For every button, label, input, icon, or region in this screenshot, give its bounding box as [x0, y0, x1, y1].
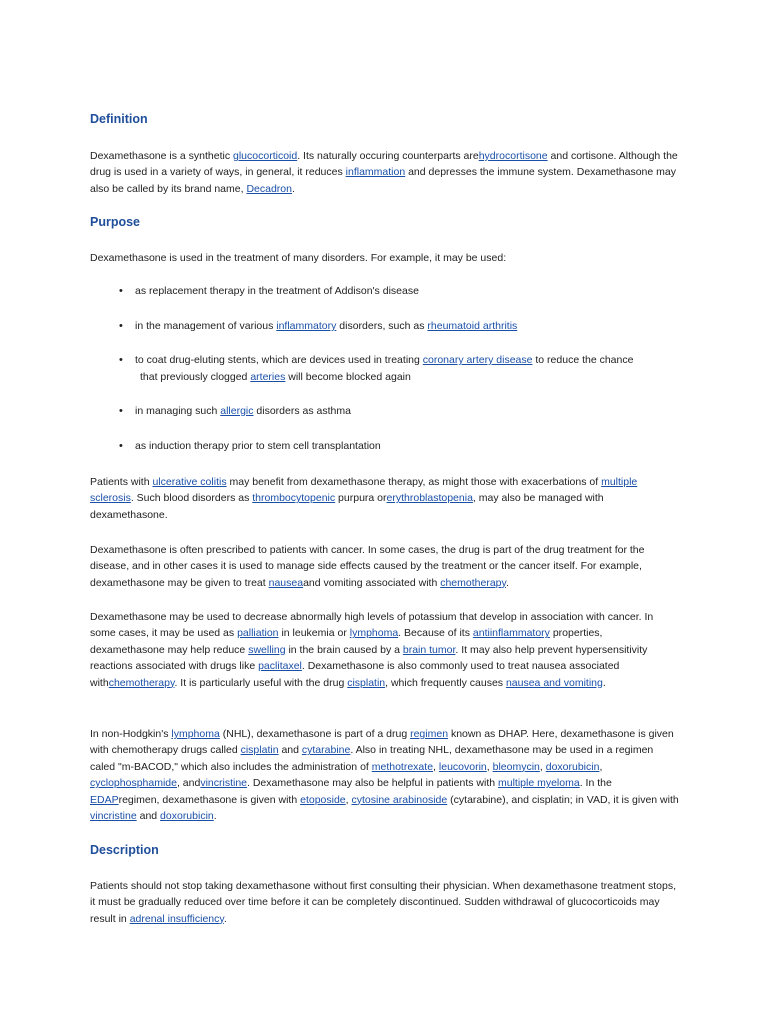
text-run: as induction therapy prior to stem cell transplantation — [135, 440, 381, 452]
link-multiple-myeloma[interactable]: multiple myeloma — [498, 777, 580, 790]
text-run: , — [599, 760, 603, 773]
link-cyclophosphamide[interactable]: cyclophosphamide — [90, 777, 177, 790]
text-run: properties, dexamethasone may help reduce — [90, 627, 603, 656]
link-leucovorin[interactable]: leucovorin — [438, 760, 487, 773]
link-adrenal-insufficiency[interactable]: adrenal insufficiency — [129, 912, 224, 925]
definition-paragraph — [90, 148, 680, 197]
text-run: . Dexamethasone may also be helpful in patients with — [247, 777, 498, 790]
link-chemotherapy[interactable]: chemotherapy — [440, 576, 506, 589]
text-run: as replacement therapy in the treatment of Addison's disease — [135, 285, 419, 297]
link-swelling[interactable]: swelling — [248, 643, 286, 656]
text-run: . — [213, 810, 217, 823]
link-palliation[interactable]: palliation — [237, 627, 279, 640]
list-item — [90, 438, 725, 455]
purpose-paragraph-3 — [90, 542, 680, 591]
purpose-paragraph-2 — [90, 474, 680, 523]
text-run: and — [278, 744, 302, 757]
link-antiinflammatory[interactable]: antiinflammatory — [472, 627, 550, 640]
text-run: , may also be managed with dexamethasone. — [90, 492, 604, 521]
text-run: Patients should not stop taking dexamethasone without first consulting their physician. When dexamethasone treatment stops, it must be gradually reduced over time before it can be completely discontinued. Sudden withdrawal of glucocorticoids may result in — [90, 880, 677, 925]
link-cisplatin[interactable]: cisplatin — [347, 676, 386, 689]
text-run: that previously clogged — [140, 371, 251, 383]
purpose-paragraph-4 — [90, 609, 680, 691]
link-bleomycin[interactable]: bleomycin — [492, 760, 540, 773]
link-edap[interactable]: EDAP — [90, 793, 119, 806]
link-thrombocytopenic[interactable]: thrombocytopenic — [252, 492, 336, 505]
text-run: , — [539, 760, 546, 773]
link-brain-tumor[interactable]: brain tumor — [402, 643, 456, 656]
text-run: , — [486, 760, 493, 773]
text-run: , which frequently causes — [385, 676, 506, 689]
link-glucocorticoid[interactable]: glucocorticoid — [233, 150, 298, 162]
link-lymphoma[interactable]: lymphoma — [349, 627, 399, 640]
list-item — [90, 403, 725, 420]
link-cytarabine[interactable]: cytarabine — [301, 744, 351, 757]
text-run: in managing such — [135, 405, 221, 417]
text-run: Dexamethasone may be used to decrease abnormally high levels of potassium that develop in association with cancer. In some cases, it may be used as — [90, 611, 654, 640]
link-vincristine[interactable]: vincristine — [200, 777, 248, 790]
link-arteries[interactable]: arteries — [250, 371, 286, 383]
text-run: to coat drug-eluting stents, which are devices used in treating — [135, 354, 423, 366]
text-run: will become blocked again — [285, 371, 411, 383]
link-multiple-sclerosis[interactable]: multiple sclerosis — [90, 476, 638, 505]
text-run: . — [505, 576, 509, 589]
text-run: (NHL), dexamethasone is part of a drug — [219, 728, 411, 740]
link-methotrexate[interactable]: methotrexate — [371, 760, 434, 773]
link-erythroblastopenia[interactable]: erythroblastopenia — [386, 492, 473, 505]
text-run: (cytarabine), and cisplatin; in VAD, it is given with — [447, 793, 679, 806]
heading-purpose: Purpose — [90, 215, 141, 229]
text-run: in leukemia or — [278, 627, 350, 640]
text-run: and vomiting associated with — [303, 576, 441, 589]
link-lymphoma[interactable]: lymphoma — [171, 728, 220, 740]
text-run: . — [602, 676, 606, 689]
text-run: purpura or — [335, 492, 387, 505]
text-run: . Its naturally occuring counterparts are — [297, 150, 479, 162]
link-nausea-and-vomiting[interactable]: nausea and vomiting — [505, 676, 603, 689]
link-ulcerative-colitis[interactable]: ulcerative colitis — [152, 476, 227, 488]
text-run: may benefit from dexamethasone therapy, as might those with exacerbations of — [226, 476, 602, 488]
text-run: . — [223, 912, 227, 925]
list-item — [90, 283, 725, 300]
link-doxorubicin[interactable]: doxorubicin — [545, 760, 600, 773]
text-run: and — [136, 810, 161, 823]
purpose-intro: Dexamethasone is used in the treatment of many disorders. For example, it may be used: — [90, 252, 507, 264]
link-vincristine[interactable]: vincristine — [90, 810, 137, 823]
link-inflammation[interactable]: inflammation — [345, 166, 406, 179]
link-cisplatin[interactable]: cisplatin — [240, 744, 279, 757]
text-run: Patients with — [90, 476, 153, 488]
text-run: , — [433, 760, 439, 773]
link-paclitaxel[interactable]: paclitaxel — [258, 660, 302, 673]
link-cytosine-arabinoside[interactable]: cytosine arabinoside — [351, 793, 448, 806]
link-chemotherapy[interactable]: chemotherapy — [108, 676, 175, 689]
text-run: . Because of its — [398, 627, 473, 640]
text-run: known as DHAP. Here, dexamethasone is given with chemotherapy drugs called — [90, 728, 674, 757]
list-item-continuation — [135, 369, 725, 386]
list-item — [90, 352, 725, 386]
link-hydrocortisone[interactable]: hydrocortisone — [478, 150, 548, 162]
text-run: . Such blood disorders as — [130, 492, 253, 505]
text-run: to reduce the chance — [532, 354, 634, 366]
text-run: , and — [176, 777, 201, 790]
text-run: and depresses the immune system. Dexamethasone may also be called by its brand name, — [90, 166, 676, 195]
text-run: Dexamethasone is a synthetic — [90, 150, 233, 162]
link-inflammatory[interactable]: inflammatory — [276, 320, 337, 332]
link-nausea[interactable]: nausea — [268, 576, 304, 589]
link-decadron[interactable]: Decadron — [246, 182, 292, 195]
text-run: in the management of various — [135, 320, 277, 332]
text-run: . In the — [579, 777, 612, 790]
text-run: In non-Hodgkin's — [90, 728, 172, 740]
text-run: , — [345, 793, 352, 806]
heading-definition: Definition — [90, 112, 148, 126]
link-rheumatoid-arthritis[interactable]: rheumatoid arthritis — [427, 320, 518, 332]
link-allergic[interactable]: allergic — [220, 405, 254, 417]
text-run: disorders, such as — [336, 320, 428, 332]
list-item — [90, 318, 725, 335]
heading-description: Description — [90, 843, 159, 857]
text-run: and cortisone. Although the drug is used in a variety of ways, in general, it reduces — [90, 150, 678, 179]
link-doxorubicin[interactable]: doxorubicin — [160, 810, 214, 823]
text-run: disorders as asthma — [253, 405, 351, 417]
text-run: in the brain caused by a — [285, 643, 403, 656]
link-regimen[interactable]: regimen — [410, 728, 449, 740]
link-coronary-artery-disease[interactable]: coronary artery disease — [422, 354, 533, 366]
text-run: regimen, dexamethasone is given with — [118, 793, 301, 806]
text-run: . It may also help prevent hypersensitivity reactions associated with drugs like — [90, 643, 648, 673]
text-run: . Also in treating NHL, dexamethasone may be used in a regimen caled "m-BACOD," which also includes the administration of — [90, 744, 654, 773]
text-run: Dexamethasone is often prescribed to patients with cancer. In some cases, the drug is part of the drug treatment for the disease, and in other cases it is used to manage side effects caused by the treatment or the cancer itself. For example, dexamethasone may be given to treat — [90, 544, 645, 589]
text-run: . It is particularly useful with the drug — [174, 676, 348, 689]
text-run: . — [291, 182, 295, 195]
description-paragraph — [90, 878, 680, 927]
purpose-paragraph-5 — [90, 726, 680, 824]
text-run: . Dexamethasone is also commonly used to treat nausea associated with — [90, 660, 620, 689]
link-etoposide[interactable]: etoposide — [300, 793, 346, 806]
